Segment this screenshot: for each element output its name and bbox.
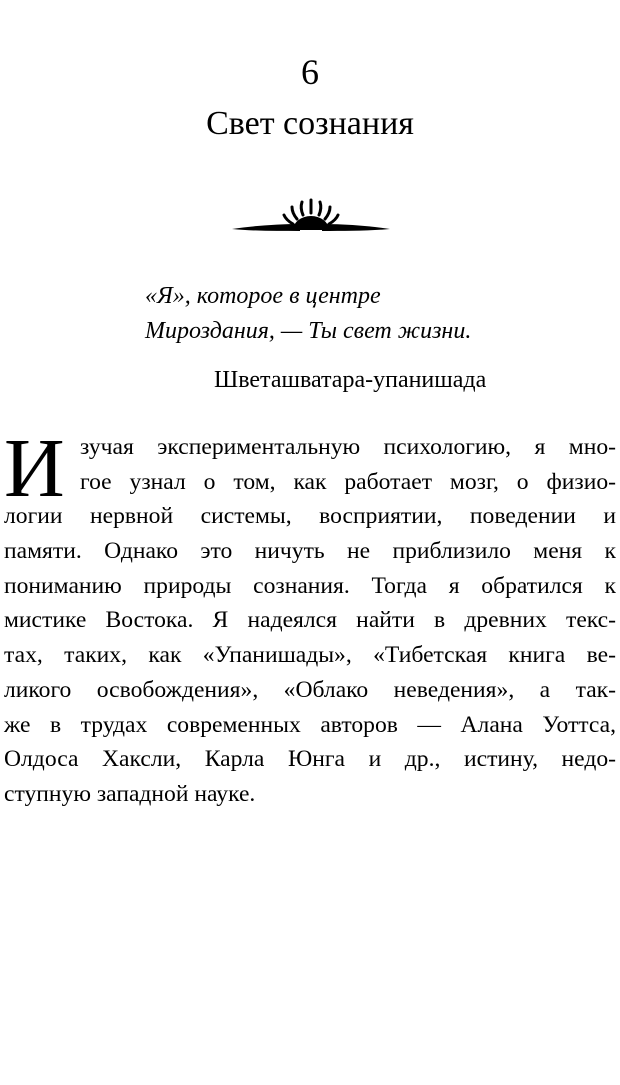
chapter-title: Свет сознания bbox=[206, 105, 414, 142]
paragraph-line: зучая экспериментальную психологию, я мно- bbox=[80, 434, 616, 460]
paragraph-line: логии нервной системы, восприятии, поведении и bbox=[4, 503, 616, 530]
paragraph-line: ликого освобождения», «Облако неведения», а так- bbox=[4, 676, 616, 703]
epigraph-line: «Я», которое в центре bbox=[145, 283, 381, 309]
body-paragraph bbox=[4, 422, 616, 812]
paragraph-line: памяти. Однако это ничуть не приблизило меня к bbox=[4, 538, 616, 565]
paragraph-line: гое узнал о том, как работает мозг, о физио- bbox=[80, 468, 616, 495]
paragraph-line: Олдоса Хаксли, Карла Юнга и др., истину, недо- bbox=[4, 746, 616, 773]
paragraph-line: ступную западной науке. bbox=[4, 780, 256, 807]
paragraph-line: пониманию природы сознания. Тогда я обратился к bbox=[4, 572, 616, 599]
chapter-number: 6 bbox=[301, 52, 319, 92]
drop-cap: И bbox=[4, 422, 65, 515]
epigraph-line: Мироздания, — Ты свет жизни. bbox=[145, 317, 472, 344]
paragraph-line: же в трудах современных авторов — Алана Уоттса, bbox=[4, 711, 616, 738]
paragraph-line: тах, таких, как «Упанишады», «Тибетская книга ве- bbox=[4, 642, 616, 669]
paragraph-line: мистике Востока. Я надеялся найти в древних текс- bbox=[4, 607, 616, 634]
sunrise-ornament-icon bbox=[232, 196, 390, 240]
epigraph bbox=[145, 280, 585, 349]
epigraph-source: Шветашватара-упанишада bbox=[214, 367, 487, 393]
